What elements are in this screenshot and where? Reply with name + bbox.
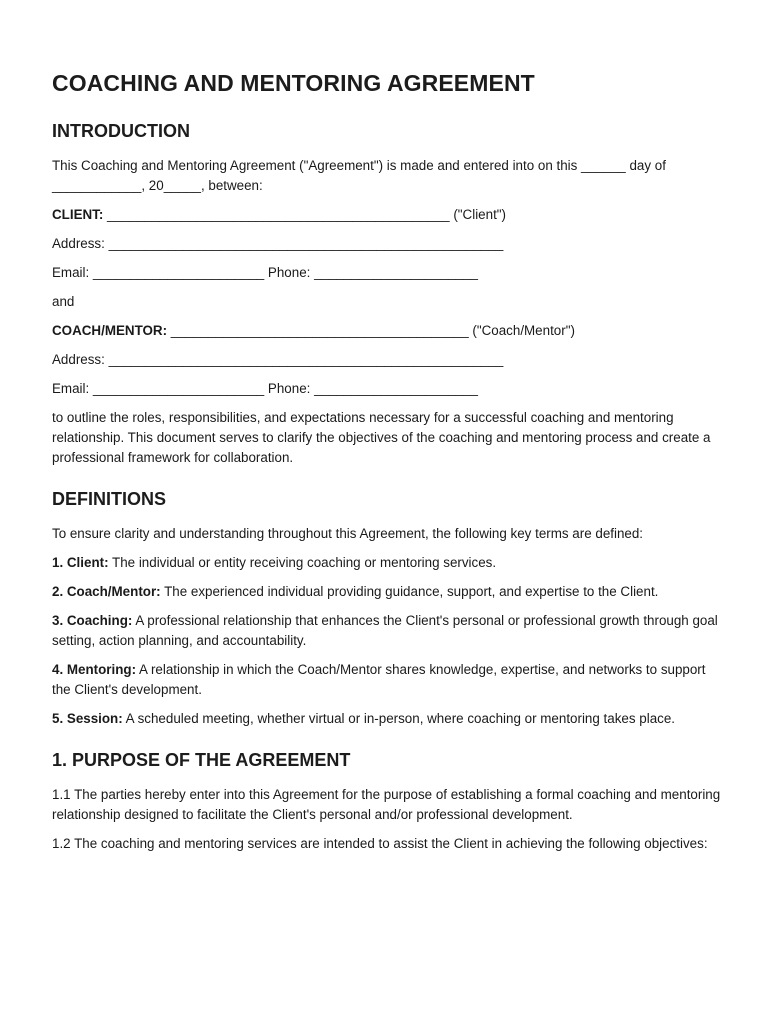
definition-text: The individual or entity receiving coaching or mentoring services. [108,555,497,570]
definitions-intro: To ensure clarity and understanding throughout this Agreement, the following key terms are defined: [52,526,644,541]
definition-term: 5. Session: [52,711,123,726]
and-text: and [52,294,75,309]
document-title: COACHING AND MENTORING AGREEMENT [52,70,535,96]
purpose-clause-1-2: 1.2 The coaching and mentoring services are intended to assist the Client in achieving the following objectives: [52,836,708,851]
definition-item [52,709,722,729]
introduction-text: This Coaching and Mentoring Agreement ("Agreement") is made and entered into on this ______ day of ____________, 20_____, between: [52,158,666,193]
coach-address: Address: _____________________________________________________ [52,352,504,367]
coach-name-blank: ________________________________________ ("Coach/Mentor") [167,323,575,338]
definition-term: 3. Coaching: [52,613,133,628]
definition-term: 1. Client: [52,555,109,570]
definition-item [52,611,722,651]
document-page [52,70,722,863]
definition-item [52,660,722,700]
introduction-heading: INTRODUCTION [52,121,190,141]
coach-line [52,321,722,341]
definitions-heading: DEFINITIONS [52,489,167,509]
definition-text: A scheduled meeting, whether virtual or in-person, where coaching or mentoring takes place. [122,711,676,726]
definition-term: 4. Mentoring: [52,662,137,677]
definition-text: The experienced individual providing guidance, support, and expertise to the Client. [160,584,659,599]
purpose-heading: 1. PURPOSE OF THE AGREEMENT [52,750,351,770]
client-address: Address: _____________________________________________________ [52,236,504,251]
purpose-clause-1-1: 1.1 The parties hereby enter into this Agreement for the purpose of establishing a formal coaching and mentoring relationship designed to facilitate the Client's personal and/or professional development. [52,787,721,822]
introduction-closing-text: to outline the roles, responsibilities, and expectations necessary for a successful coaching and mentoring relationship. This document serves to clarify the objectives of the coaching and mentoring process and create a professional framework for collaboration. [52,410,711,465]
client-contact: Email: _______________________ Phone: ______________________ [52,265,478,280]
coach-label: COACH/MENTOR: [52,323,168,338]
definition-item [52,582,722,602]
client-line [52,205,722,225]
coach-contact: Email: _______________________ Phone: ______________________ [52,381,478,396]
definition-text: A relationship in which the Coach/Mentor shares knowledge, expertise, and networks to support the Client's development. [52,662,706,697]
definition-term: 2. Coach/Mentor: [52,584,161,599]
definition-text: A professional relationship that enhances the Client's personal or professional growth through goal setting, action planning, and accountability. [52,613,718,648]
client-label: CLIENT: [52,207,104,222]
definition-item [52,553,722,573]
client-name-blank: ______________________________________________ ("Client") [103,207,507,222]
